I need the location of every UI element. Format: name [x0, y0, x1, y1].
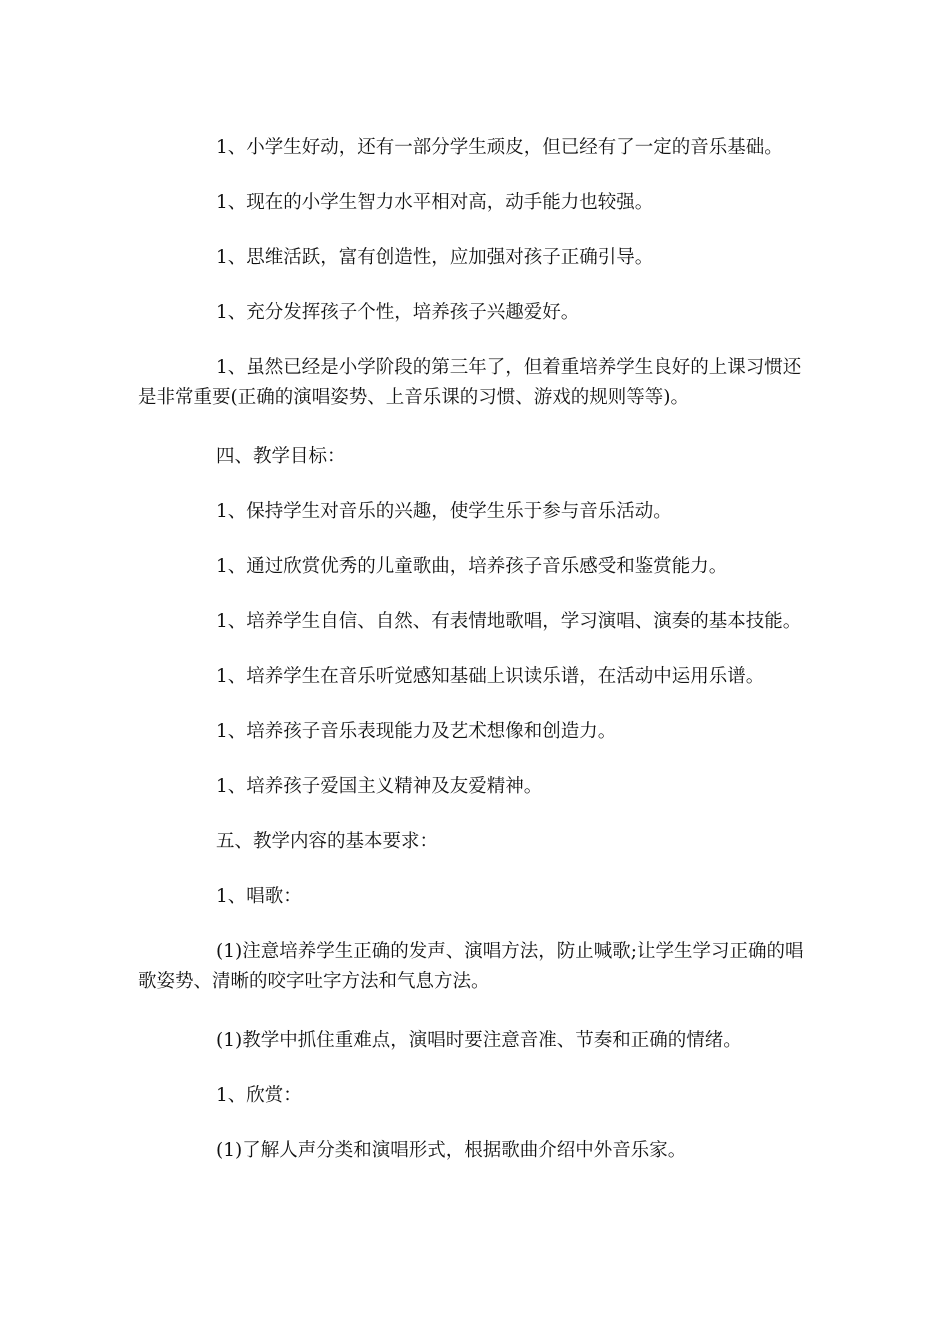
paragraph-4: 1、充分发挥孩子个性，培养孩子兴趣爱好。	[216, 302, 580, 323]
paragraph-1: 1、小学生好动，还有一部分学生顽皮，但已经有了一定的音乐基础。	[216, 137, 783, 158]
section-heading-4: 四、教学目标：	[216, 446, 346, 467]
paragraph-13: (1)教学中抓住重难点，演唱时要注意音准、节奏和正确的情绪。	[216, 1030, 742, 1051]
paragraph-12: (1)注意培养学生正确的发声、演唱方法，防止喊歌;让学生学习正确的唱歌姿势、清晰的咬字吐字方法和气息方法。	[138, 941, 804, 992]
paragraph-3: 1、思维活跃，富有创造性，应加强对孩子正确引导。	[216, 247, 654, 268]
paragraph-6: 1、保持学生对音乐的兴趣，使学生乐于参与音乐活动。	[216, 501, 672, 522]
paragraph-2: 1、现在的小学生智力水平相对高，动手能力也较强。	[216, 192, 654, 213]
paragraph-11: 1、培养孩子爱国主义精神及友爱精神。	[216, 776, 543, 797]
paragraph-9: 1、培养学生在音乐听觉感知基础上识读乐谱，在活动中运用乐谱。	[216, 666, 765, 687]
paragraph-10: 1、培养孩子音乐表现能力及艺术想像和创造力。	[216, 721, 617, 742]
section-heading-5: 五、教学内容的基本要求：	[216, 831, 439, 852]
paragraph-5: 1、虽然已经是小学阶段的第三年了，但着重培养学生良好的上课习惯还是非常重要(正确的演唱姿势、上音乐课的习惯、游戏的规则等等)。	[138, 357, 802, 408]
subheading-appreciation: 1、欣赏：	[216, 1085, 302, 1106]
paragraph-8: 1、培养学生自信、自然、有表情地歌唱，学习演唱、演奏的基本技能。	[216, 611, 802, 632]
subheading-singing: 1、唱歌：	[216, 886, 302, 907]
paragraph-7: 1、通过欣赏优秀的儿童歌曲，培养孩子音乐感受和鉴赏能力。	[216, 556, 728, 577]
paragraph-14: (1)了解人声分类和演唱形式，根据歌曲介绍中外音乐家。	[216, 1140, 687, 1161]
